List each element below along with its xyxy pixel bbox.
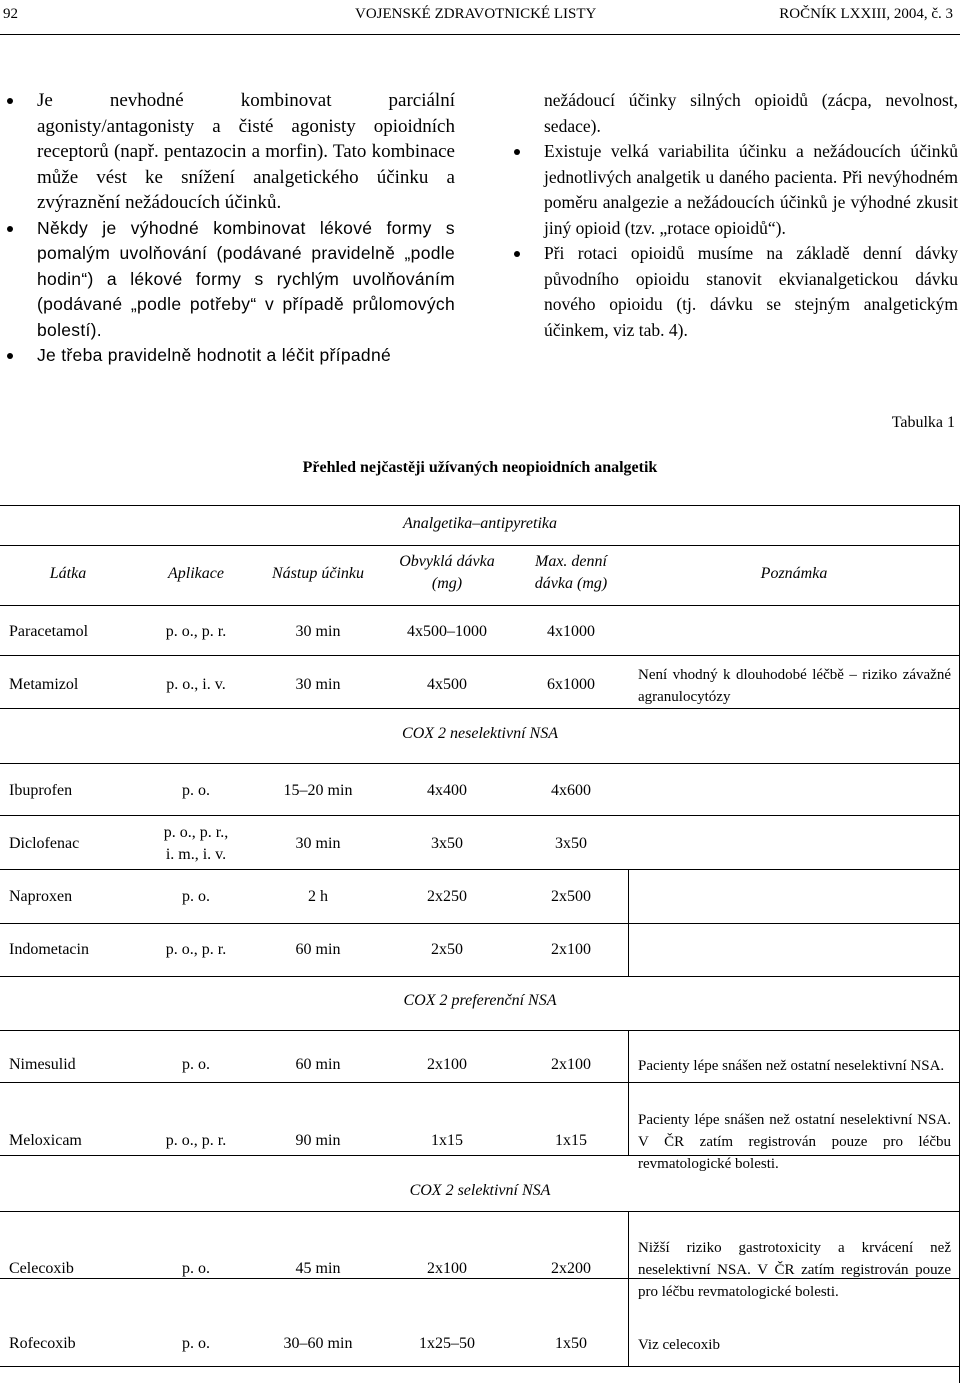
cell-note: Nižší riziko gastrotoxicity a krvácení než neselektivní NSA. V ČR zatím registrován pouze pro léčbu revmatologické bolesti. xyxy=(638,1240,951,1300)
col-header-route: Aplikace xyxy=(168,565,224,582)
cell-route: i. m., i. v. xyxy=(165,846,227,863)
col-header-onset: Nástup účinku xyxy=(272,565,364,582)
cell-note: Není vhodný k dlouhodobé léčbě – riziko závažné agranulocytózy xyxy=(638,667,951,705)
col-header-dose: (mg) xyxy=(431,575,463,592)
cell-substance: Naproxen xyxy=(9,888,73,905)
bullet-paragraph: Je třeba pravidelně hodnotit a léčit případné xyxy=(37,343,455,369)
cell-substance: Diclofenac xyxy=(9,835,80,852)
table-title: Přehled nejčastěji užívaných neopioidních analgetik xyxy=(302,459,658,476)
row-divider xyxy=(0,1211,960,1212)
bullet-paragraph: Někdy je výhodné kombinovat lékové formy s pomalým uvolňování (podávané pravidelně „podle hodin“) a lékové formy s rychlým uvolňováním (podávané „podle potřeby“ v případě průlomových bolestí). xyxy=(37,216,455,344)
cell-onset: 15–20 min xyxy=(283,782,353,799)
row-divider xyxy=(0,605,960,606)
cell-route: p. o., p. r., xyxy=(163,824,229,841)
row-divider xyxy=(0,1030,960,1031)
col-header-substance: Látka xyxy=(49,565,87,582)
cell-dose: 1x15 xyxy=(431,1132,463,1149)
bullet-paragraph: Je nevhodné kombinovat parciální agonisty/antagonisty a čisté agonisty opioidních receptorů (např. pentazocin a morfin). Tato kombinace může vést ke snížení analgetického účinku a zvýraznění nežádoucích účinků. xyxy=(37,88,455,216)
cell-max-dose: 2x500 xyxy=(551,888,591,905)
cell-route: p. o. xyxy=(182,1056,210,1073)
cell-route: p. o. xyxy=(182,888,210,905)
cell-substance: Indometacin xyxy=(9,941,89,958)
section-title: COX 2 neselektivní NSA xyxy=(402,725,558,742)
cell-note: Pacienty lépe snášen než ostatní neselektivní NSA. xyxy=(638,1058,945,1074)
cell-max-dose: 3x50 xyxy=(555,835,587,852)
row-divider xyxy=(0,815,960,816)
left-text-column xyxy=(37,88,455,369)
bullet-paragraph: Při rotaci opioidů musíme na základě denní dávky původního opioidu stanovit ekvianalgetickou dávku nového opioidu (tj. dávku se stejným analgetickým účinkem, viz tab. 4). xyxy=(544,241,958,343)
cell-max-dose: 4x1000 xyxy=(547,623,595,640)
cell-onset: 60 min xyxy=(295,941,341,958)
section-title: Analgetika–antipyretika xyxy=(402,515,558,532)
cell-max-dose: 1x15 xyxy=(555,1132,587,1149)
row-divider xyxy=(0,869,960,870)
col-header-max-dose: dávka (mg) xyxy=(534,575,608,592)
cell-dose: 4x500–1000 xyxy=(407,623,487,640)
cell-route: p. o., p. r. xyxy=(165,1132,227,1149)
section-title: COX 2 preferenční NSA xyxy=(403,992,557,1009)
cell-note: Pacienty lépe snášen než ostatní neselektivní NSA. V ČR zatím registrován pouze pro léčbu revmatologické bolesti. xyxy=(638,1112,951,1172)
cell-dose: 4x500 xyxy=(427,676,467,693)
running-header xyxy=(0,0,960,35)
cell-route: p. o., p. r. xyxy=(165,941,227,958)
cell-onset: 2 h xyxy=(308,888,328,905)
row-divider xyxy=(0,976,960,977)
cell-note: Viz celecoxib xyxy=(638,1337,720,1353)
cell-max-dose: 1x50 xyxy=(555,1335,587,1352)
table-number: Tabulka 1 xyxy=(891,414,955,431)
cell-substance: Meloxicam xyxy=(9,1132,82,1149)
cell-dose: 2x100 xyxy=(427,1260,467,1277)
cell-dose: 2x50 xyxy=(431,941,463,958)
cell-substance: Celecoxib xyxy=(9,1260,74,1277)
bullet-paragraph: Existuje velká variabilita účinku a nežádoucích účinků jednotlivých analgetik u daného pacienta. Při nevýhodném poměru analgezie a nežádoucích účinků je výhodné zkusit jiný opioid (tzv. „rotace opioidů“). xyxy=(544,139,958,241)
cell-substance: Nimesulid xyxy=(9,1056,76,1073)
section-title: COX 2 selektivní NSA xyxy=(409,1182,551,1199)
column-divider xyxy=(628,1211,629,1366)
page-number: 92 xyxy=(3,6,18,22)
right-text-column xyxy=(544,88,958,343)
cell-substance: Metamizol xyxy=(9,676,79,693)
cell-max-dose: 4x600 xyxy=(551,782,591,799)
cell-max-dose: 2x200 xyxy=(551,1260,591,1277)
cell-onset: 90 min xyxy=(295,1132,341,1149)
cell-dose: 2x250 xyxy=(427,888,467,905)
cell-route: p. o. xyxy=(182,1260,210,1277)
cell-route: p. o. xyxy=(182,782,210,799)
row-divider xyxy=(0,505,960,506)
cell-substance: Ibuprofen xyxy=(9,782,73,799)
cell-max-dose: 6x1000 xyxy=(547,676,595,693)
cell-dose: 1x25–50 xyxy=(419,1335,475,1352)
cell-route: p. o., p. r. xyxy=(165,623,227,640)
cell-substance: Rofecoxib xyxy=(9,1335,76,1352)
row-divider xyxy=(0,923,960,924)
journal-title: VOJENSKÉ ZDRAVOTNICKÉ LISTY xyxy=(355,6,597,22)
row-divider xyxy=(0,763,960,764)
cell-dose: 3x50 xyxy=(431,835,463,852)
cell-dose: 2x100 xyxy=(427,1056,467,1073)
col-header-max-dose: Max. denní xyxy=(535,553,607,570)
row-divider xyxy=(0,1082,960,1083)
cell-substance: Paracetamol xyxy=(9,623,89,640)
cell-onset: 45 min xyxy=(295,1260,341,1277)
col-header-note: Poznámka xyxy=(760,565,828,582)
row-divider xyxy=(0,545,960,546)
issue-info: ROČNÍK LXXIII, 2004, č. 3 xyxy=(779,6,953,22)
col-header-dose: Obvyklá dávka xyxy=(399,553,495,570)
continued-paragraph: nežádoucí účinky silných opioidů (zácpa, nevolnost, sedace). xyxy=(544,90,958,136)
cell-max-dose: 2x100 xyxy=(551,1056,591,1073)
column-divider xyxy=(628,1030,629,1155)
cell-max-dose: 2x100 xyxy=(551,941,591,958)
cell-onset: 30 min xyxy=(295,623,341,640)
analgesics-table xyxy=(0,495,960,1383)
column-divider xyxy=(628,869,629,976)
row-divider xyxy=(0,655,960,656)
cell-onset: 30 min xyxy=(295,676,341,693)
row-divider xyxy=(0,708,960,709)
cell-onset: 60 min xyxy=(295,1056,341,1073)
cell-onset: 30 min xyxy=(295,835,341,852)
cell-route: p. o. xyxy=(182,1335,210,1352)
row-divider xyxy=(0,1366,960,1367)
cell-route: p. o., i. v. xyxy=(166,676,226,693)
cell-dose: 4x400 xyxy=(427,782,467,799)
cell-onset: 30–60 min xyxy=(283,1335,353,1352)
